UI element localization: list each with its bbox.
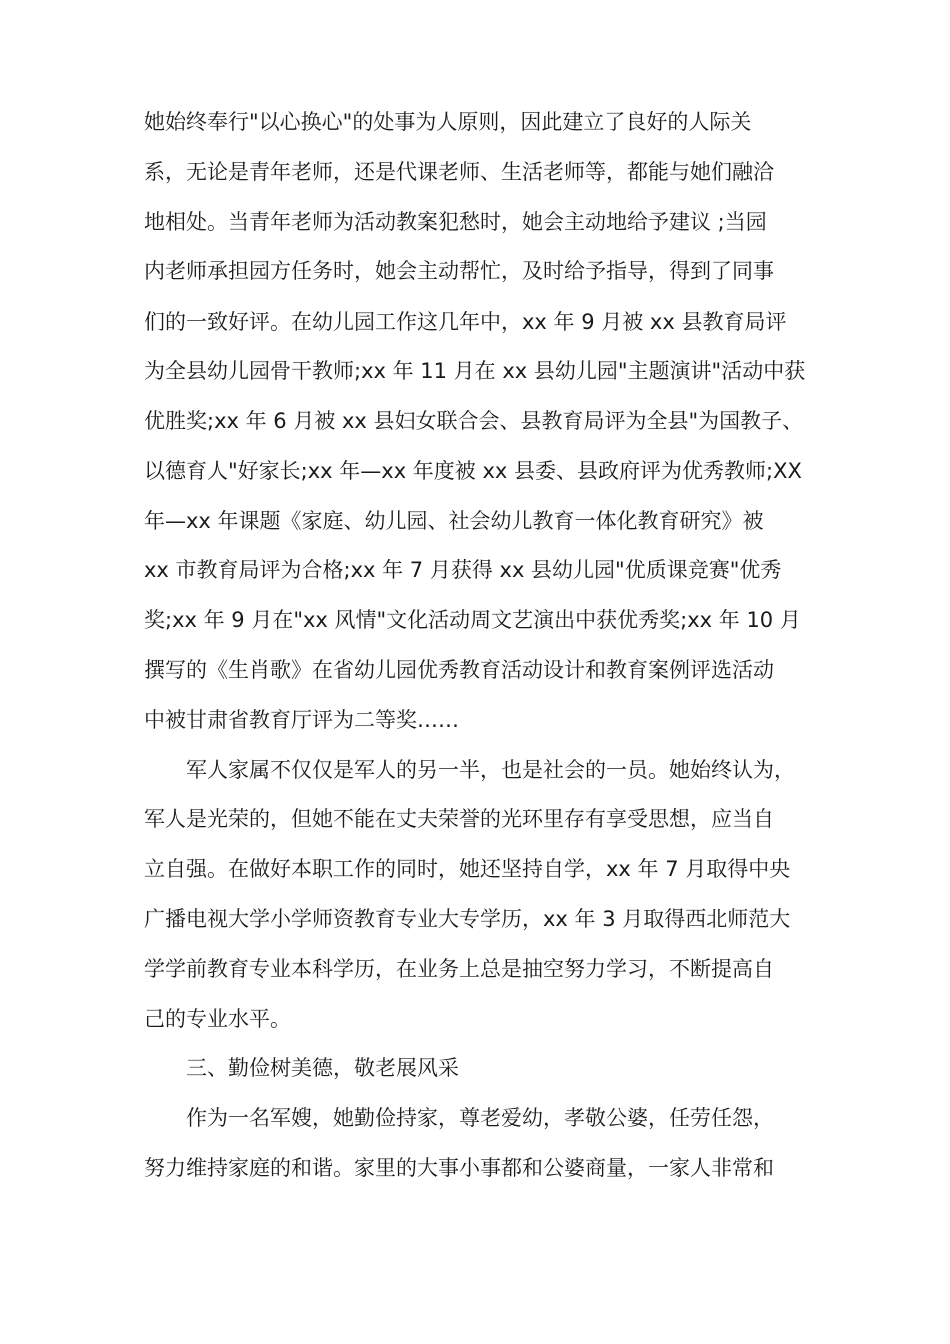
paragraph-line: 军人是光荣的，但她不能在丈夫荣誉的光环里存有享受思想，应当自 <box>144 807 774 831</box>
paragraph-line: 广播电视大学小学师资教育专业大专学历，xx 年 3 月取得西北师范大 <box>144 907 791 931</box>
paragraph-line: 立自强。在做好本职工作的同时，她还坚持自学，xx 年 7 月取得中央 <box>144 857 791 881</box>
paragraph-line: 军人家属不仅仅是军人的另一半，也是社会的一员。她始终认为， <box>186 758 795 782</box>
paragraph-line: 学学前教育专业本科学历，在业务上总是抽空努力学习，不断提高自 <box>144 957 774 981</box>
paragraph-line: 系，无论是青年老师，还是代课老师、生活老师等，都能与她们融洽 <box>144 160 774 184</box>
paragraph-line: 以德育人"好家长;xx 年—xx 年度被 xx 县委、县政府评为优秀教师;XX <box>144 459 802 483</box>
paragraph-line: 为全县幼儿园骨干教师;xx 年 11 月在 xx 县幼儿园"主题演讲"活动中获 <box>144 359 806 383</box>
paragraph-line: 们的一致好评。在幼儿园工作这几年中，xx 年 9 月被 xx 县教育局评 <box>144 310 787 334</box>
paragraph-line: xx 市教育局评为合格;xx 年 7 月获得 xx 县幼儿园"优质课竞赛"优秀 <box>144 558 782 582</box>
paragraph-line: 她始终奉行"以心换心"的处事为人原则，因此建立了良好的人际关 <box>144 110 752 134</box>
paragraph-line: 内老师承担园方任务时，她会主动帮忙，及时给予指导，得到了同事 <box>144 259 774 283</box>
paragraph-line: 撰写的《生肖歌》在省幼儿园优秀教育活动设计和教育案例评选活动 <box>144 658 774 682</box>
paragraph-line: 优胜奖;xx 年 6 月被 xx 县妇女联合会、县教育局评为全县"为国教子、 <box>144 409 804 433</box>
paragraph-line: 地相处。当青年老师为活动教案犯愁时，她会主动地给予建议 ;当园 <box>144 210 767 234</box>
paragraph-line: 努力维持家庭的和谐。家里的大事小事都和公婆商量，一家人非常和 <box>144 1156 774 1180</box>
section-heading: 三、勤俭树美德，敬老展风采 <box>186 1056 459 1080</box>
paragraph-line: 中被甘肃省教育厅评为二等奖…… <box>144 708 459 732</box>
paragraph-line: 年—xx 年课题《家庭、幼儿园、社会幼儿教育一体化教育研究》被 <box>144 509 764 533</box>
paragraph-line: 作为一名军嫂，她勤俭持家，尊老爱幼，孝敬公婆，任劳任怨， <box>186 1106 774 1130</box>
paragraph-line: 己的专业水平。 <box>144 1007 291 1031</box>
paragraph-line: 奖;xx 年 9 月在"xx 风情"文化活动周文艺演出中获优秀奖;xx 年 10 月 <box>144 608 801 632</box>
